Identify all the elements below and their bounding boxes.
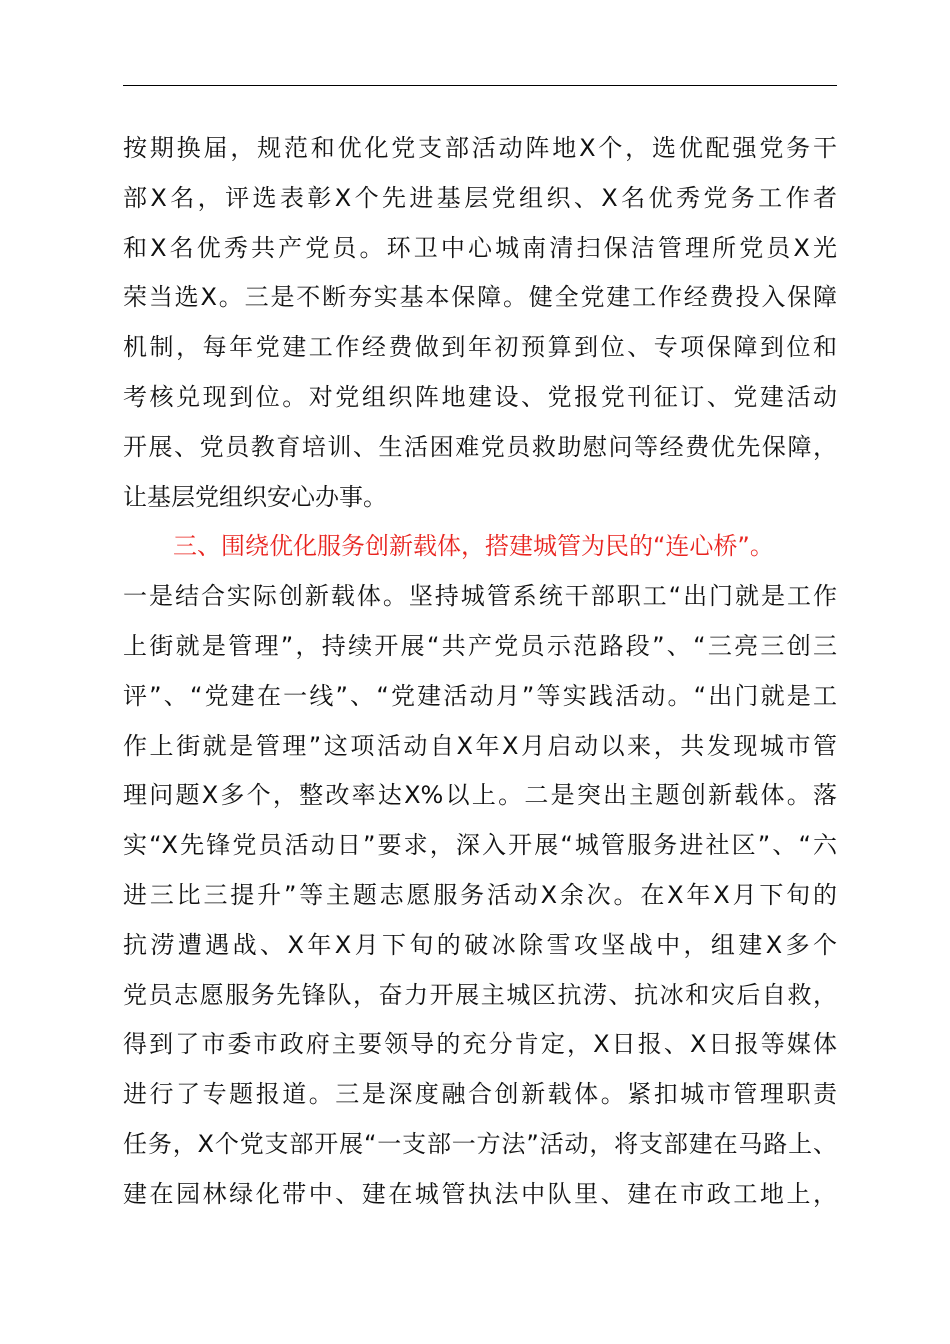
text-line: 理问题X多个，整改率达X%以上。二是突出主题创新载体。落: [123, 781, 837, 810]
section-heading: 三、围绕优化服务创新载体，搭建城管为民的“连心桥”。: [173, 532, 774, 561]
header-rule: [123, 85, 837, 86]
text-line: 按期换届，规范和优化党支部活动阵地X个，选优配强党务干: [123, 134, 837, 162]
text-line: 部X名，评选表彰X个先进基层党组织、X名优秀党务工作者: [123, 183, 837, 212]
text-line: 得到了市委市政府主要领导的充分肯定，X日报、X日报等媒体: [123, 1030, 837, 1059]
text-line: 考核兑现到位。对党组织阵地建设、党报党刊征订、党建活动: [123, 382, 837, 411]
text-line: 让基层党组织安心办事。: [123, 482, 387, 511]
text-line: 上街就是管理”，持续开展“共产党员示范路段”、“三亮三创三: [123, 631, 837, 660]
text-line: 开展、党员教育培训、生活困难党员救助慰问等经费优先保障，: [123, 432, 837, 461]
text-line: 抗涝遭遇战、X年X月下旬的破冰除雪攻坚战中，组建X多个: [123, 930, 837, 959]
text-line: 和X名优秀共产党员。环卫中心城南清扫保洁管理所党员X光: [123, 233, 837, 262]
text-line: 作上街就是管理”这项活动自X年X月启动以来，共发现城市管: [123, 731, 837, 760]
text-line: 进三比三提升”等主题志愿服务活动X余次。在X年X月下旬的: [123, 880, 837, 909]
text-line: 任务，X个党支部开展“一支部一方法”活动，将支部建在马路上、: [123, 1129, 837, 1158]
text-line: 党员志愿服务先锋队，奋力开展主城区抗涝、抗冰和灾后自救，: [123, 980, 837, 1009]
text-line: 建在园林绿化带中、建在城管执法中队里、建在市政工地上，: [123, 1179, 837, 1208]
document-body: [123, 124, 837, 1220]
text-line: 评”、“党建在一线”、“党建活动月”等实践活动。“出门就是工: [123, 681, 837, 710]
text-line: 荣当选X。三是不断夯实基本保障。健全党建工作经费投入保障: [123, 283, 837, 312]
text-line: 一是结合实际创新载体。坚持城管系统干部职工“出门就是工作: [123, 582, 837, 611]
text-line: 进行了专题报道。三是深度融合创新载体。紧扣城市管理职责: [123, 1080, 837, 1109]
text-line: 机制，每年党建工作经费做到年初预算到位、专项保障到位和: [123, 333, 837, 362]
text-line: 实“X先锋党员活动日”要求，深入开展“城管服务进社区”、“六: [123, 831, 837, 860]
